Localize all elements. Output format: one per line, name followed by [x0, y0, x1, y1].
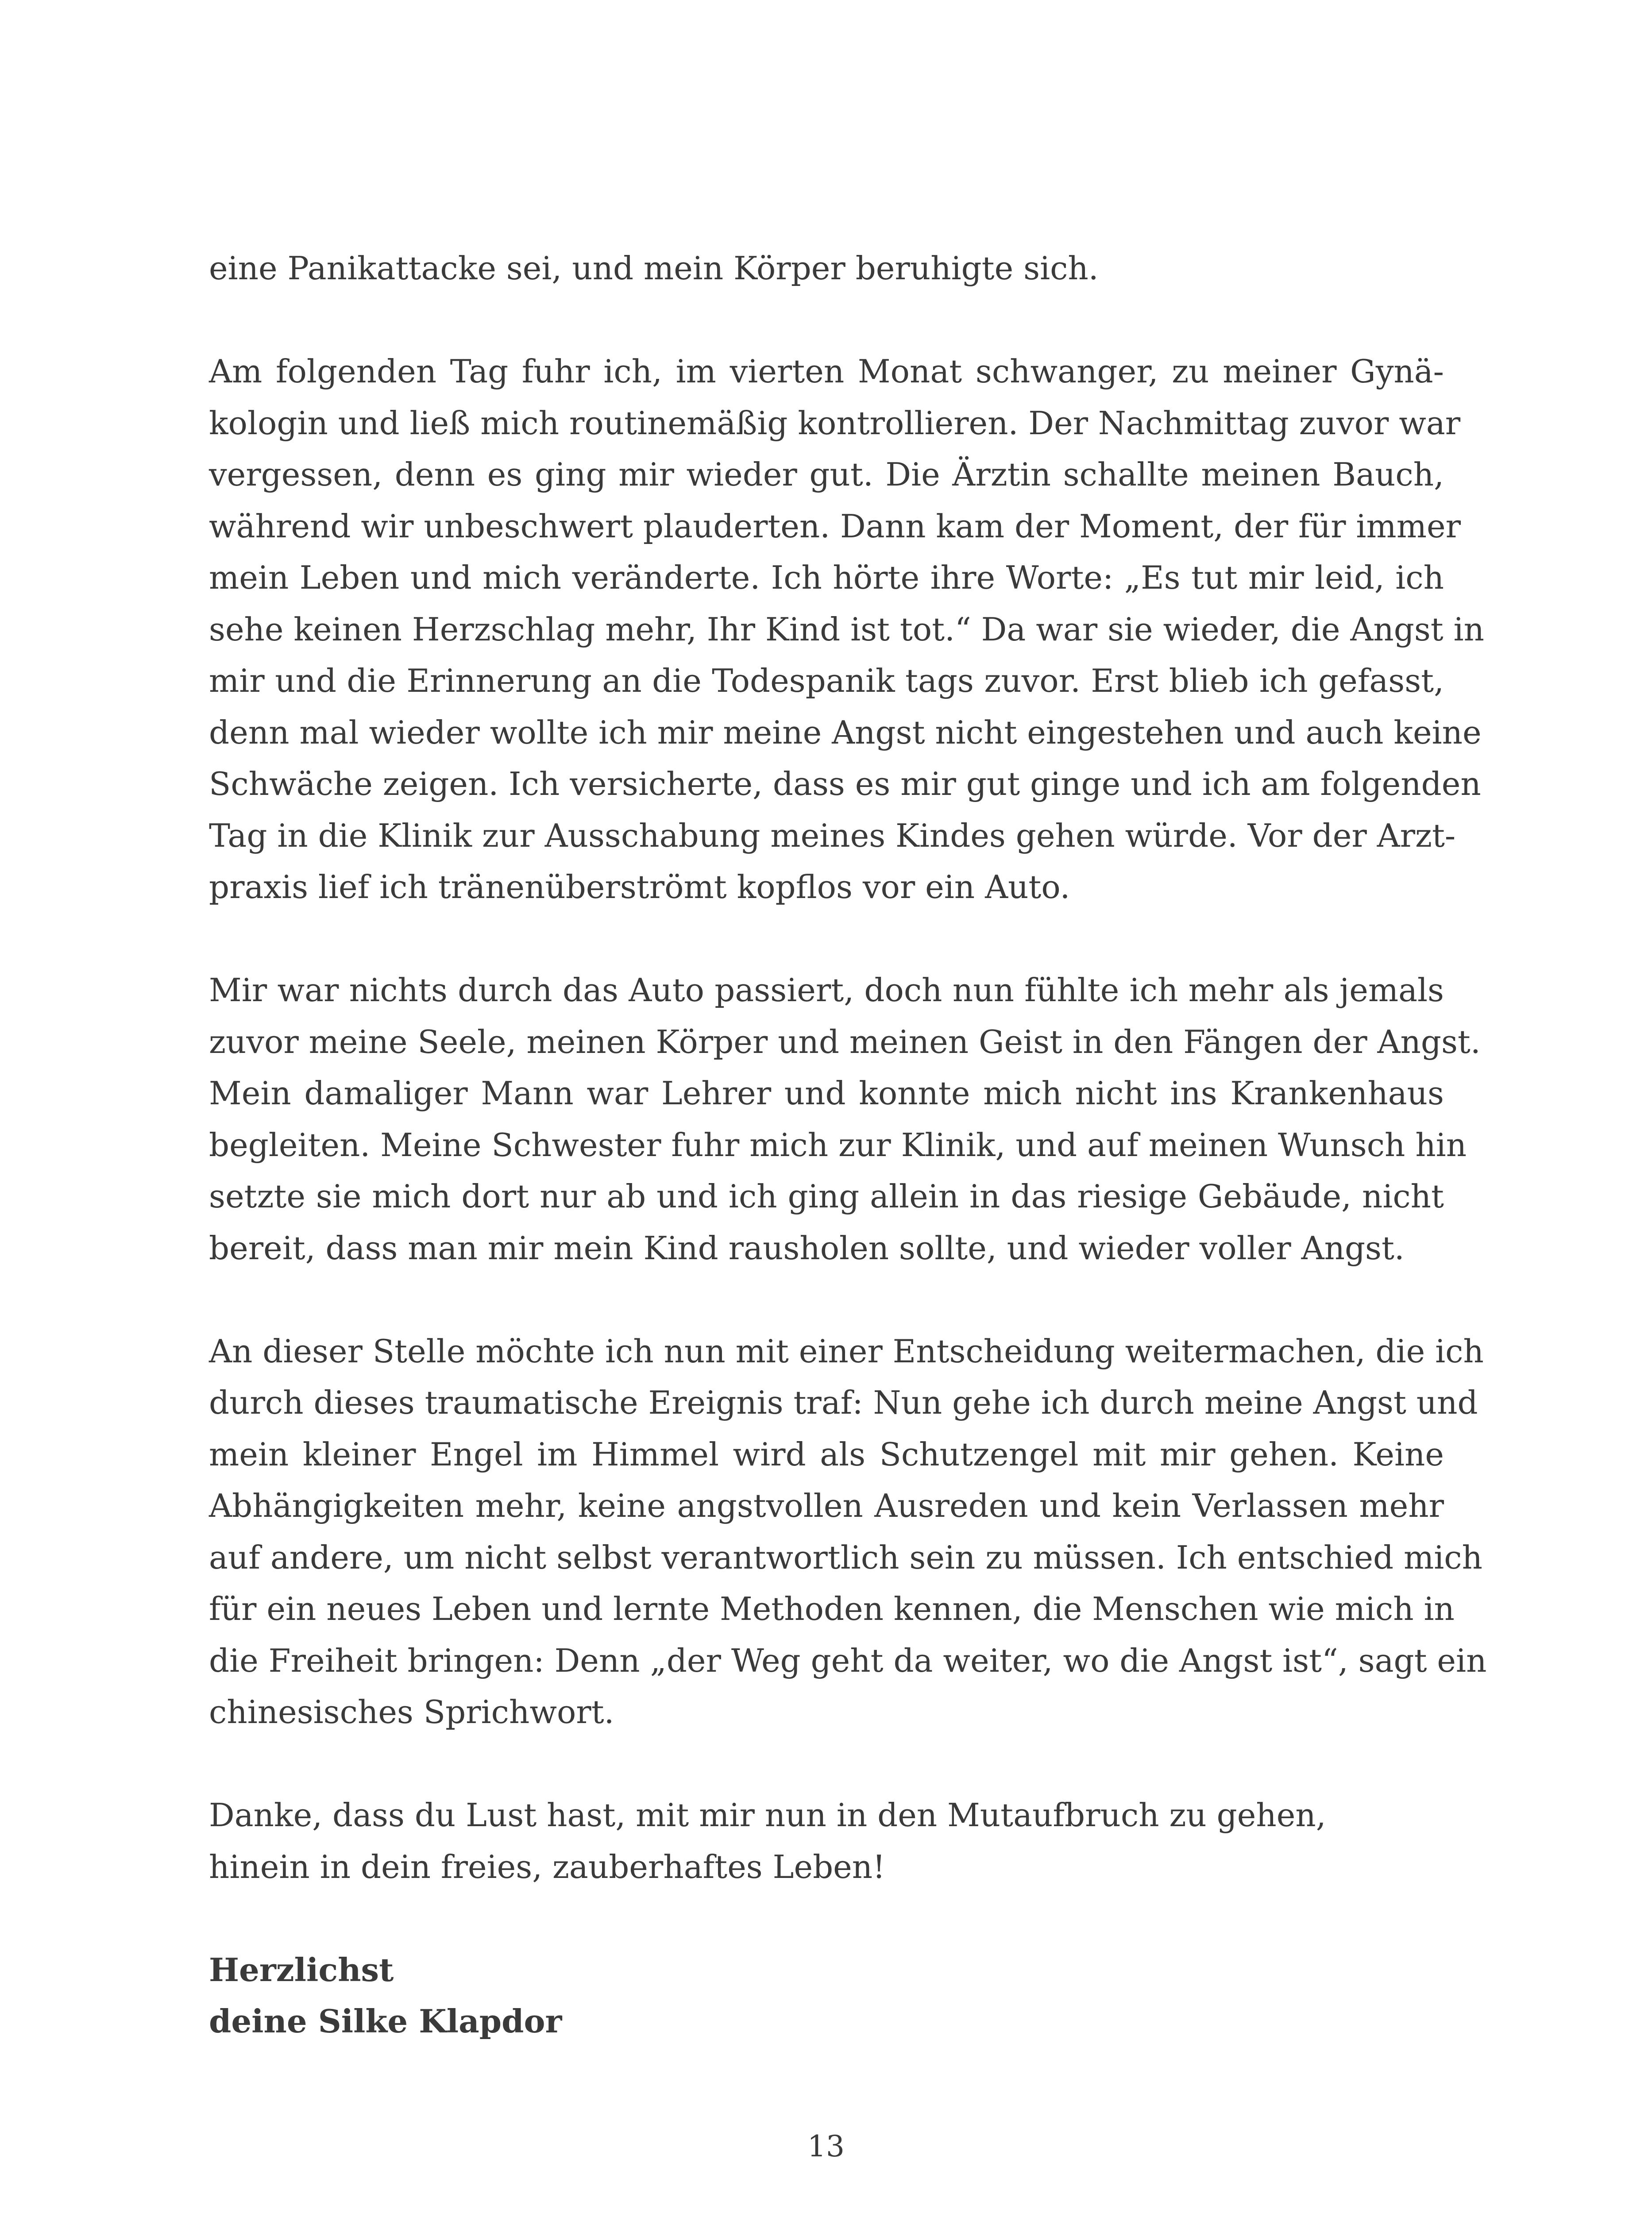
text-line: Danke, dass du Lust hast, mit mir nun in den Mutaufbruch zu gehen,	[209, 1797, 1326, 1834]
paragraph-gap	[209, 913, 1444, 965]
text-line: mein Leben und mich veränderte. Ich hörte ihre Worte: „Es tut mir leid, ich	[209, 559, 1444, 596]
text-line: sehe keinen Herzschlag mehr, Ihr Kind ist tot.“ Da war sie wieder, die Angst in	[209, 610, 1485, 648]
signature: deine Silke Klapdor	[209, 2002, 562, 2040]
text-line: Am folgenden Tag fuhr ich, im vierten Monat schwanger, zu meiner Gynä-	[209, 353, 1444, 390]
text-line: vergessen, denn es ging mir wieder gut. Die Ärztin schallte meinen Bauch,	[209, 456, 1444, 493]
text-line: zuvor meine Seele, meinen Körper und meinen Geist in den Fängen der Angst.	[209, 1023, 1481, 1060]
page-number: 13	[807, 2129, 845, 2163]
text-line: Mein damaliger Mann war Lehrer und konnte mich nicht ins Krankenhaus	[209, 1075, 1444, 1112]
paragraph	[209, 1326, 1487, 1738]
paragraph	[209, 243, 1444, 294]
text-line: setzte sie mich dort nur ab und ich ging allein in das riesige Gebäude, nicht	[209, 1178, 1444, 1215]
text-line: Tag in die Klinik zur Ausschabung meines Kindes gehen würde. Vor der Arzt-	[209, 817, 1456, 854]
text-line: begleiten. Meine Schwester fuhr mich zur Klinik, und auf meinen Wunsch hin	[209, 1126, 1467, 1164]
text-line: mein kleiner Engel im Himmel wird als Schutzengel mit mir gehen. Keine	[209, 1435, 1444, 1473]
text-line: chinesisches Sprichwort.	[209, 1693, 614, 1731]
paragraph	[209, 346, 1485, 913]
paragraph-gap	[209, 1893, 1444, 1944]
text-line: eine Panikattacke sei, und mein Körper beruhigte sich.	[209, 250, 1099, 287]
text-line: während wir unbeschwert plauderten. Dann kam der Moment, der für immer	[209, 507, 1461, 545]
text-line: An dieser Stelle möchte ich nun mit einer Entscheidung weitermachen, die ich	[209, 1332, 1484, 1370]
closing-greeting: Herzlichst	[209, 1951, 394, 1989]
paragraph-gap	[209, 1274, 1444, 1326]
text-line: kologin und ließ mich routinemäßig kontrollieren. Der Nachmittag zuvor war	[209, 404, 1461, 442]
text-line: bereit, dass man mir mein Kind rausholen sollte, und wieder voller Angst.	[209, 1229, 1405, 1267]
text-line: praxis lief ich tränenüberströmt kopflos vor ein Auto.	[209, 868, 1070, 906]
text-line: durch dieses traumatische Ereignis traf: Nun gehe ich durch meine Angst und	[209, 1384, 1478, 1421]
text-line: die Freiheit bringen: Denn „der Weg geht da weiter, wo die Angst ist“, sagt ein	[209, 1642, 1487, 1679]
text-line: Schwäche zeigen. Ich versicherte, dass es mir gut ginge und ich am folgenden	[209, 765, 1481, 802]
text-line: auf andere, um nicht selbst verantwortlich sein zu müssen. Ich entschied mich	[209, 1538, 1482, 1576]
text-line: Mir war nichts durch das Auto passiert, doch nun fühlte ich mehr als jemals	[209, 972, 1444, 1009]
text-line: für ein neues Leben und lernte Methoden kennen, die Menschen wie mich in	[209, 1590, 1455, 1627]
paragraph	[209, 1789, 1444, 1893]
text-line: denn mal wieder wollte ich mir meine Angst nicht eingestehen und auch keine	[209, 713, 1482, 751]
body-text	[209, 243, 1487, 2047]
paragraph-gap	[209, 294, 1444, 346]
text-line: Abhängigkeiten mehr, keine angstvollen Ausreden und kein Verlassen mehr	[209, 1487, 1444, 1524]
paragraph	[209, 964, 1481, 1274]
text-line: hinein in dein freies, zauberhaftes Leben!	[209, 1848, 886, 1885]
paragraph-gap	[209, 1738, 1444, 1790]
text-line: mir und die Erinnerung an die Todespanik tags zuvor. Erst blieb ich gefasst,	[209, 662, 1444, 699]
